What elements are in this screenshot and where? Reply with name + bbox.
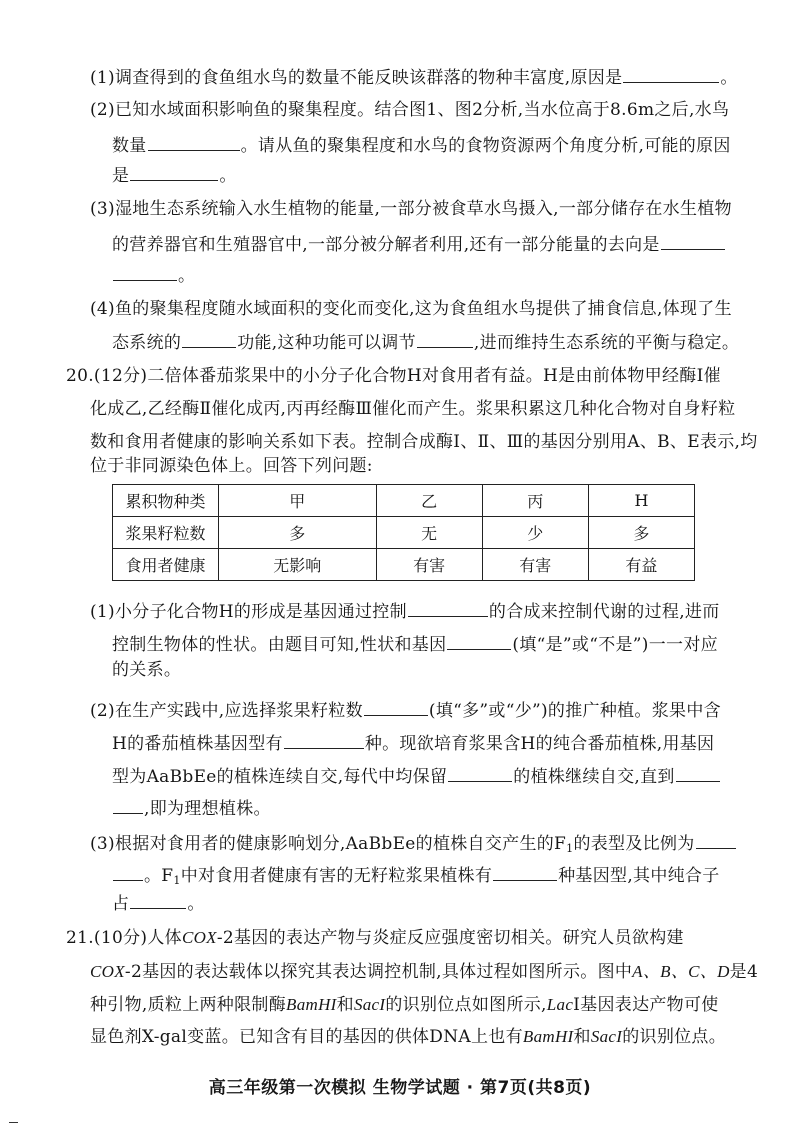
table-cell: 多 [588,517,694,549]
q19-part2-line2: 数量 。请从鱼的聚集程度和水鸟的食物资源两个角度分析,可能的原因 [112,132,731,158]
table-cell: 浆果籽粒数 [113,517,219,549]
q20-part1-line3: 的关系。 [112,660,182,680]
q21-stem-line2: COX-2基因的表达载体以探究其表达调控机制,具体过程如图所示。图中A、B、C、D是4 [90,962,759,982]
table-cell: 乙 [376,485,482,517]
q19-part4-line2: 态系统的 功能,这种功能可以调节 ,进而维持生态系统的平衡与稳定。 [112,329,739,355]
q20-part1-line1: (1)小分子化合物H的形成是基因通过控制 的合成来控制代谢的过程,进而 [90,598,720,624]
q20-part3-line3: 占 。 [112,890,205,916]
answer-blank[interactable] [676,763,720,782]
table-cell: 有害 [376,549,482,581]
q19-part2-line3: 是 。 [112,162,237,188]
q20-part1-line2: 控制生物体的性状。由题目可知,性状和基因 (填“是”或“不是”)一一对应 [112,631,718,657]
answer-blank[interactable] [448,763,512,782]
q21-stem-line1: 21.(10分)人体COX-2基因的表达产物与炎症反应强度密切相关。研究人员欲构建 [66,928,684,948]
q19-part3-line1: (3)湿地生态系统输入水生植物的能量,一部分被食草水鸟摄入,一部分储存在水生植物 [90,199,732,219]
q21-stem-line4: 显色剂X-gal变蓝。已知含有目的基因的供体DNA上也有BamHI和SacI的识别位点。 [90,1027,727,1047]
q20-part2-line2: H的番茄植株基因型有 种。现欲培育浆果含H的纯合番茄植株,用基因 [112,730,714,756]
table-row [113,485,695,517]
answer-blank[interactable] [408,598,488,617]
q20-part2-line3: 型为AaBbEe的植株连续自交,每代中均保留 的植株继续自交,直到 [112,763,721,789]
answer-blank[interactable] [364,697,428,716]
q19-part4-line1: (4)鱼的聚集程度随水域面积的变化而变化,这为食鱼组水鸟提供了捕食信息,体现了生 [90,299,732,319]
answer-blank[interactable] [148,132,240,151]
q19-part1: (1)调查得到的食鱼组水鸟的数量不能反映该群落的物种丰富度,原因是 。 [90,64,738,90]
table-cell: 无影响 [219,549,377,581]
table-cell: 有害 [482,549,588,581]
q20-part3-line1: (3)根据对食用者的健康影响划分,AaBbEe的植株自交产生的$F_1$的表型及比例为 [90,830,737,861]
table-cell: 少 [482,517,588,549]
table-cell: 丙 [482,485,588,517]
accumulation-table [112,484,695,581]
margin-mark [9,1122,18,1123]
answer-blank[interactable] [113,862,143,881]
q20-part2-line4: ,即为理想植株。 [112,795,271,821]
answer-blank[interactable] [493,862,557,881]
q21-stem-line3: 种引物,质粒上两种限制酶BamHI和SacI的识别位点如图所示,LacⅠ基因表达产物可使 [90,995,719,1015]
answer-blank[interactable] [182,329,236,348]
table-cell: 有益 [588,549,694,581]
table-cell: 多 [219,517,377,549]
q20-stem-line3: 数和食用者健康的影响关系如下表。控制合成酶Ⅰ、Ⅱ、Ⅲ的基因分别用A、B、E表示,均 [90,432,758,452]
answer-blank[interactable] [417,329,473,348]
table-cell: 食用者健康 [113,549,219,581]
answer-blank[interactable] [623,64,719,83]
answer-blank[interactable] [284,730,364,749]
q20-stem-line1: 20.(12分)二倍体番茄浆果中的小分子化合物H对食用者有益。H是由前体物甲经酶Ⅰ催 [66,366,721,386]
answer-blank[interactable] [113,262,177,281]
table-cell: H [588,485,694,517]
answer-blank[interactable] [447,631,511,650]
table-cell: 无 [376,517,482,549]
table-cell: 甲 [219,485,377,517]
answer-blank[interactable] [113,795,143,814]
q20-part3-line2: 。$F_1$中对食用者健康有害的无籽粒浆果植株有 种基因型,其中纯合子 [112,862,720,893]
q20-stem-line4: 位于非同源染色体上。回答下列问题: [90,456,373,476]
q19-part2-line1: (2)已知水域面积影响鱼的聚集程度。结合图1、图2分析,当水位高于8.6m之后,水鸟 [90,100,730,120]
answer-blank[interactable] [661,231,725,250]
q20-part2-line1: (2)在生产实践中,应选择浆果籽粒数 (填“多”或“少”)的推广种植。浆果中含 [90,697,721,723]
table-cell: 累积物种类 [113,485,219,517]
table-row [113,549,695,581]
q19-part3-line2: 的营养器官和生殖器官中,一部分被分解者利用,还有一部分能量的去向是 [112,231,726,257]
table-row [113,517,695,549]
answer-blank[interactable] [130,162,218,181]
answer-blank[interactable] [130,890,186,909]
page-footer: 高三年级第一次模拟 生物学试题 · 第7页(共8页) [208,1078,592,1098]
q20-stem-line2: 化成乙,乙经酶Ⅱ催化成丙,丙再经酶Ⅲ催化而产生。浆果积累这几种化合物对自身籽粒 [90,399,736,419]
answer-blank[interactable] [696,830,736,849]
q19-part3-line3: 。 [112,262,195,288]
